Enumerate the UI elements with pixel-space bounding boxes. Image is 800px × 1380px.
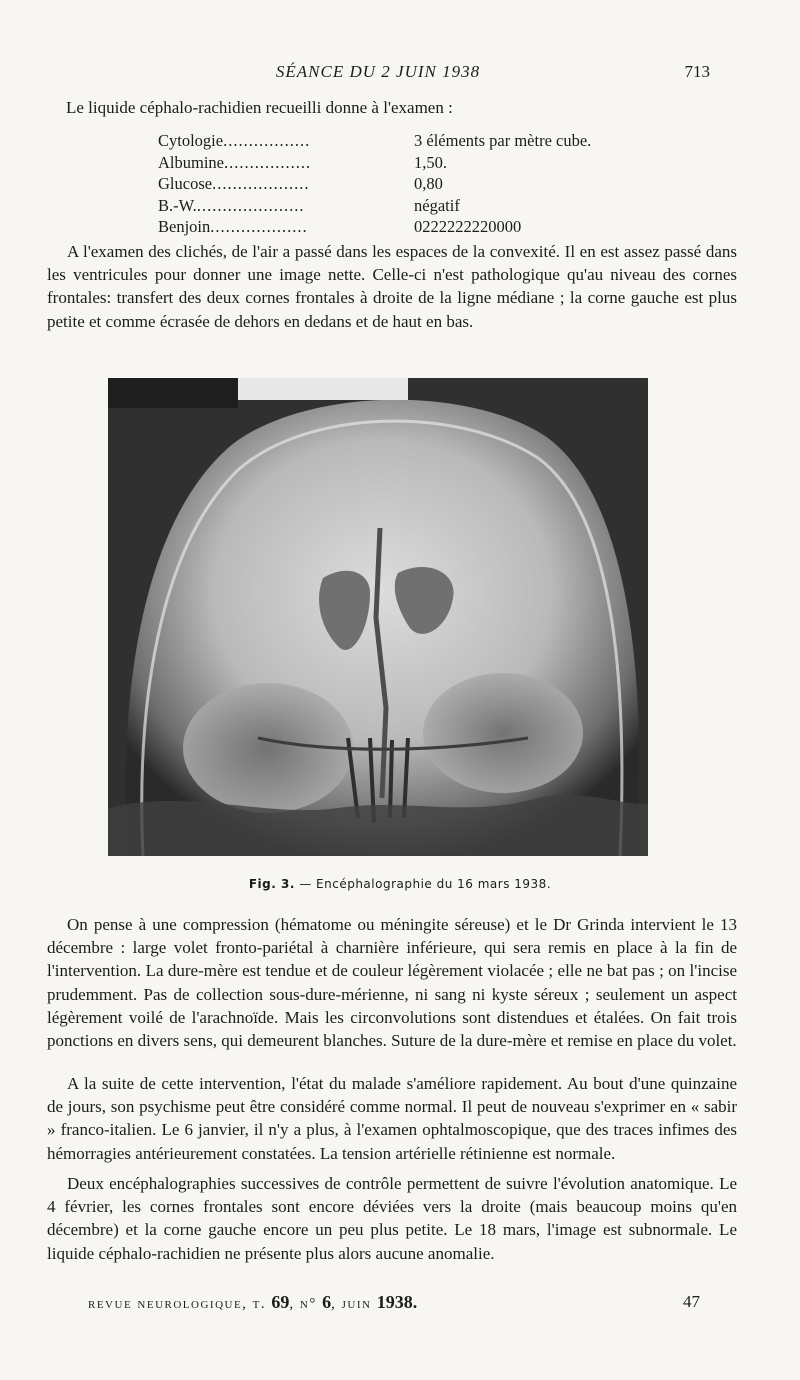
page-footer (88, 1292, 700, 1316)
lab-value: négatif (414, 195, 460, 215)
lab-label: Cytologie (158, 131, 224, 150)
xray-figure (108, 378, 648, 856)
leader-dots: ..................... (196, 195, 305, 215)
page-number: 713 (684, 62, 710, 81)
sheet-number: 47 (683, 1292, 700, 1311)
lab-value: 1,50. (414, 152, 447, 172)
figure-caption-text: — Encéphalographie du 16 mars 1938. (294, 877, 552, 891)
lab-results-table (158, 130, 678, 238)
skull-xray-image (108, 378, 648, 856)
lab-row-bw (158, 195, 678, 217)
leader-dots: ................. (224, 152, 312, 172)
lab-label: B.-W. (158, 195, 197, 215)
paragraph-clichés: A l'examen des clichés, de l'air a passé dans les espaces de la convexité. Il en est assez passé dans les ventricules pour donner une image nette. Celle-ci n'est pathologique qu'au niveau des cornes frontales: transfert des deux cornes frontales à droite de la ligne médiane ; la corne gauche est plus petite et comme écrasée de dehors en dedans et de haut en bas. (47, 242, 737, 331)
intro-line: Le liquide céphalo-rachidien recueilli donne à l'examen : (66, 98, 453, 117)
running-header (46, 62, 710, 86)
leader-dots: ................... (210, 217, 308, 236)
lab-value: 0222222220000 (414, 217, 522, 236)
leader-dots: ................... (212, 174, 310, 193)
leader-dots: ................. (223, 131, 311, 150)
paragraph-intervention: On pense à une compression (hématome ou méningite séreuse) et le Dr Grinda intervient le 13 décembre : large volet fronto-pariétal à charnière inférieure, qui sera remis en place à la fin de l'intervention. La dure-mère est tendue et de couleur légèrement violacée ; elle ne bat pas ; on l'incise prudemment. Pas de collection sous-dure-mérienne, ni sang ni kyste séreux ; seulement un aspect légèrement voilé de l'arachnoïde. Mais les circonvolutions sont distendues et étalées. On fait trois ponctions en divers sens, qui demeurent blanches. Suture de la dure-mère et remise en place du volet. (47, 915, 737, 1051)
lab-label: Albumine (158, 152, 224, 172)
volume-number: 69 (271, 1292, 290, 1312)
figure-caption (0, 877, 800, 891)
lab-value: 0,80 (414, 174, 443, 193)
running-title: SÉANCE DU 2 JUIN 1938 (275, 62, 481, 81)
lab-row-albumine (158, 152, 678, 174)
lab-row-cytologie (158, 130, 678, 152)
issue-number: 6 (322, 1292, 332, 1312)
lab-label: Glucose (158, 174, 213, 193)
paragraph-evolution: A la suite de cette intervention, l'état du malade s'améliore rapidement. Au bout d'une quinzaine de jours, son psychisme peut être considéré comme normal. Il peut de nouveau s'exprimer en « sabir » franco-italien. Le 6 janvier, il n'y a plus, à l'examen ophtalmoscopique, que des traces infimes des hémorragies antérieurement constatées. La tension artérielle rétinienne est normale. (47, 1074, 737, 1163)
journal-reference: revue neurologique, t. 69, n° 6, juin 1938. (88, 1292, 418, 1312)
year: 1938. (376, 1292, 418, 1312)
lab-label: Benjoin (158, 217, 211, 236)
figure-number: Fig. 3. (248, 877, 295, 891)
lab-row-glucose (158, 173, 678, 195)
paragraph-controle: Deux encéphalographies successives de contrôle permettent de suivre l'évolution anatomique. Le 4 février, les cornes frontales sont encore déviées vers la droite (mais beaucoup moins qu'en décembre) et la corne gauche encore un peu plus petite. Le 18 mars, l'image est subnormale. Le liquide céphalo-rachidien ne présente plus alors aucune anomalie. (47, 1174, 737, 1263)
lab-value: 3 éléments par mètre cube. (414, 131, 592, 150)
lab-row-benjoin (158, 216, 678, 238)
